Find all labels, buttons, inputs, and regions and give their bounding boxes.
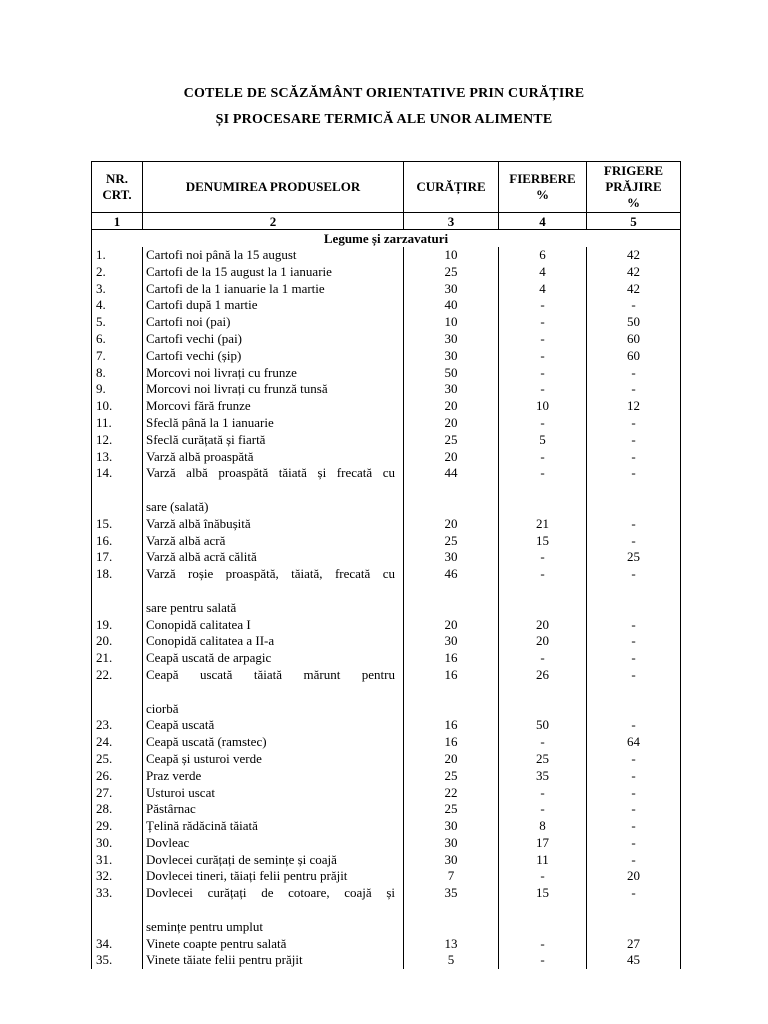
fierbere-value: - — [499, 952, 587, 969]
column-number: 3 — [404, 213, 499, 230]
frigere-value: - — [587, 449, 681, 466]
fierbere-value: - — [499, 566, 587, 616]
table-row — [92, 365, 681, 382]
column-number: 5 — [587, 213, 681, 230]
product-name-wrap — [146, 566, 395, 616]
row-number: 28. — [92, 801, 143, 818]
header-frigere-line-2: PRĂJIRE — [605, 179, 662, 194]
product-name: Varză albă proaspătă — [143, 449, 404, 466]
curatire-value: 30 — [404, 281, 499, 298]
row-number: 19. — [92, 617, 143, 634]
fierbere-value: - — [499, 465, 587, 515]
frigere-value: - — [587, 650, 681, 667]
fierbere-value: - — [499, 549, 587, 566]
fierbere-value: 35 — [499, 768, 587, 785]
product-name-wrap — [146, 667, 395, 717]
table-row — [92, 868, 681, 885]
product-name — [143, 566, 404, 616]
table-row — [92, 281, 681, 298]
row-number: 8. — [92, 365, 143, 382]
curatire-value: 30 — [404, 852, 499, 869]
fierbere-value: 5 — [499, 432, 587, 449]
row-number: 1. — [92, 247, 143, 264]
product-name: Dovlecei tineri, tăiați felii pentru prăjit — [143, 868, 404, 885]
row-number: 21. — [92, 650, 143, 667]
product-name: Ceapă uscată — [143, 717, 404, 734]
frigere-value: 64 — [587, 734, 681, 751]
fierbere-value: - — [499, 868, 587, 885]
product-name-line-2: sare (salată) — [146, 498, 209, 514]
product-name-line-2: sare pentru salată — [146, 599, 237, 615]
fierbere-value: 4 — [499, 264, 587, 281]
header-produs: DENUMIREA PRODUSELOR — [143, 162, 404, 213]
curatire-value: 30 — [404, 633, 499, 650]
table-row — [92, 381, 681, 398]
fierbere-value: - — [499, 801, 587, 818]
table-row — [92, 768, 681, 785]
curatire-value: 30 — [404, 818, 499, 835]
fierbere-value: 4 — [499, 281, 587, 298]
header-curatire: CURĂȚIRE — [404, 162, 499, 213]
product-name-line-1: Varză albă proaspătă tăiată și frecată cu — [146, 465, 395, 481]
product-name: Vinete tăiate felii pentru prăjit — [143, 952, 404, 969]
fierbere-value: 11 — [499, 852, 587, 869]
product-name: Cartofi de la 1 ianuarie la 1 martie — [143, 281, 404, 298]
row-number: 30. — [92, 835, 143, 852]
fierbere-value: 15 — [499, 885, 587, 935]
curatire-value: 25 — [404, 801, 499, 818]
curatire-value: 50 — [404, 365, 499, 382]
table-row — [92, 633, 681, 650]
frigere-value: - — [587, 801, 681, 818]
row-number: 9. — [92, 381, 143, 398]
row-number: 29. — [92, 818, 143, 835]
header-nr-line-2: CRT. — [102, 187, 132, 202]
fierbere-value: 21 — [499, 516, 587, 533]
product-name: Morcovi noi livrați cu frunze — [143, 365, 404, 382]
table-row — [92, 885, 681, 935]
row-number: 34. — [92, 936, 143, 953]
curatire-value: 30 — [404, 381, 499, 398]
product-name: Ceapă uscată de arpagic — [143, 650, 404, 667]
frigere-value: 42 — [587, 247, 681, 264]
table-row — [92, 667, 681, 717]
product-name-line-1: Dovlecei curățați de cotoare, coajă și — [146, 885, 395, 901]
fierbere-value: - — [499, 936, 587, 953]
curatire-value: 35 — [404, 885, 499, 935]
row-number: 17. — [92, 549, 143, 566]
curatire-value: 25 — [404, 264, 499, 281]
frigere-value: - — [587, 617, 681, 634]
fierbere-value: 6 — [499, 247, 587, 264]
header-fierbere — [499, 162, 587, 213]
row-number: 15. — [92, 516, 143, 533]
product-name: Conopidă calitatea I — [143, 617, 404, 634]
frigere-value: - — [587, 365, 681, 382]
row-number: 3. — [92, 281, 143, 298]
table-row — [92, 852, 681, 869]
product-name: Dovleac — [143, 835, 404, 852]
product-name: Dovlecei curățați de semințe și coajă — [143, 852, 404, 869]
fierbere-value: 25 — [499, 751, 587, 768]
product-name: Varză albă înăbușită — [143, 516, 404, 533]
curatire-value: 25 — [404, 768, 499, 785]
curatire-value: 20 — [404, 415, 499, 432]
row-number: 11. — [92, 415, 143, 432]
row-number: 20. — [92, 633, 143, 650]
frigere-value: 25 — [587, 549, 681, 566]
row-number: 33. — [92, 885, 143, 935]
product-name: Conopidă calitatea a II-a — [143, 633, 404, 650]
fierbere-value: - — [499, 449, 587, 466]
frigere-value: - — [587, 885, 681, 935]
fierbere-value: 20 — [499, 633, 587, 650]
curatire-value: 20 — [404, 617, 499, 634]
frigere-value: - — [587, 667, 681, 717]
frigere-value: - — [587, 852, 681, 869]
fierbere-value: - — [499, 415, 587, 432]
row-number: 22. — [92, 667, 143, 717]
curatire-value: 30 — [404, 835, 499, 852]
frigere-value: - — [587, 768, 681, 785]
section-title: Legume și zarzavaturi — [92, 230, 681, 248]
product-name-line-1: Ceapă uscată tăiată mărunt pentru — [146, 666, 395, 682]
curatire-value: 30 — [404, 331, 499, 348]
product-name — [143, 667, 404, 717]
table-row — [92, 818, 681, 835]
frigere-value: - — [587, 566, 681, 616]
fierbere-value: - — [499, 381, 587, 398]
row-number: 26. — [92, 768, 143, 785]
curatire-value: 44 — [404, 465, 499, 515]
losses-table — [91, 161, 681, 969]
column-number: 1 — [92, 213, 143, 230]
frigere-value: - — [587, 717, 681, 734]
table-row — [92, 432, 681, 449]
fierbere-value: - — [499, 650, 587, 667]
fierbere-value: 20 — [499, 617, 587, 634]
table-row — [92, 650, 681, 667]
row-number: 16. — [92, 533, 143, 550]
curatire-value: 30 — [404, 549, 499, 566]
table-row — [92, 734, 681, 751]
product-name — [143, 885, 404, 935]
product-name-wrap — [146, 885, 395, 935]
product-name-line-2: semințe pentru umplut — [146, 918, 263, 934]
product-name-line-2: ciorbă — [146, 700, 179, 716]
frigere-value: - — [587, 533, 681, 550]
frigere-value: - — [587, 751, 681, 768]
table-row — [92, 465, 681, 515]
table-header-row — [92, 162, 681, 213]
header-frigere — [587, 162, 681, 213]
product-name: Cartofi noi până la 15 august — [143, 247, 404, 264]
row-number: 5. — [92, 314, 143, 331]
row-number: 2. — [92, 264, 143, 281]
product-name: Vinete coapte pentru salată — [143, 936, 404, 953]
curatire-value: 10 — [404, 247, 499, 264]
frigere-value: - — [587, 415, 681, 432]
fierbere-value: 8 — [499, 818, 587, 835]
frigere-value: 42 — [587, 281, 681, 298]
document-title-line-1: COTELE DE SCĂZĂMÂNT ORIENTATIVE PRIN CURĂȚIRE — [183, 86, 585, 101]
row-number: 12. — [92, 432, 143, 449]
row-number: 27. — [92, 785, 143, 802]
frigere-value: - — [587, 432, 681, 449]
table-row — [92, 331, 681, 348]
frigere-value: - — [587, 785, 681, 802]
curatire-value: 25 — [404, 533, 499, 550]
fierbere-value: - — [499, 348, 587, 365]
frigere-value: 50 — [587, 314, 681, 331]
table-row — [92, 348, 681, 365]
table-row — [92, 247, 681, 264]
curatire-value: 16 — [404, 650, 499, 667]
column-number: 2 — [143, 213, 404, 230]
header-nr-line-1: NR. — [105, 171, 129, 186]
column-number: 4 — [499, 213, 587, 230]
table-body — [92, 247, 681, 969]
frigere-value: - — [587, 516, 681, 533]
table-row — [92, 801, 681, 818]
row-number: 32. — [92, 868, 143, 885]
fierbere-value: 17 — [499, 835, 587, 852]
curatire-value: 20 — [404, 398, 499, 415]
table-row — [92, 835, 681, 852]
table-row — [92, 398, 681, 415]
table-row — [92, 516, 681, 533]
frigere-value: 45 — [587, 952, 681, 969]
row-number: 18. — [92, 566, 143, 616]
product-name: Usturoi uscat — [143, 785, 404, 802]
header-fierbere-line-1: FIERBERE — [509, 171, 576, 186]
header-frigere-line-3: % — [627, 195, 640, 210]
product-name: Sfeclă până la 1 ianuarie — [143, 415, 404, 432]
product-name: Morcovi noi livrați cu frunză tunsă — [143, 381, 404, 398]
row-number: 24. — [92, 734, 143, 751]
table-row — [92, 549, 681, 566]
product-name — [143, 465, 404, 515]
curatire-value: 22 — [404, 785, 499, 802]
table-row — [92, 952, 681, 969]
fierbere-value: 26 — [499, 667, 587, 717]
frigere-value: - — [587, 465, 681, 515]
curatire-value: 25 — [404, 432, 499, 449]
table-row — [92, 936, 681, 953]
document-title-line-2: ȘI PROCESARE TERMICĂ ALE UNOR ALIMENTE — [215, 112, 553, 127]
table-row — [92, 415, 681, 432]
row-number: 23. — [92, 717, 143, 734]
product-name: Ceapă uscată (ramstec) — [143, 734, 404, 751]
frigere-value: 42 — [587, 264, 681, 281]
product-name-wrap — [146, 465, 395, 515]
row-number: 6. — [92, 331, 143, 348]
row-number: 7. — [92, 348, 143, 365]
frigere-value: - — [587, 633, 681, 650]
table-row — [92, 533, 681, 550]
product-name: Cartofi vechi (șip) — [143, 348, 404, 365]
frigere-value: 12 — [587, 398, 681, 415]
curatire-value: 20 — [404, 751, 499, 768]
product-name: Cartofi vechi (pai) — [143, 331, 404, 348]
product-name: Cartofi după 1 martie — [143, 297, 404, 314]
curatire-value: 40 — [404, 297, 499, 314]
row-number: 35. — [92, 952, 143, 969]
section-row — [92, 230, 681, 248]
product-name: Morcovi fără frunze — [143, 398, 404, 415]
product-name: Praz verde — [143, 768, 404, 785]
curatire-value: 10 — [404, 314, 499, 331]
table-row — [92, 566, 681, 616]
fierbere-value: - — [499, 331, 587, 348]
row-number: 31. — [92, 852, 143, 869]
product-name: Cartofi de la 15 august la 1 ianuarie — [143, 264, 404, 281]
curatire-value: 16 — [404, 717, 499, 734]
curatire-value: 20 — [404, 449, 499, 466]
row-number: 13. — [92, 449, 143, 466]
table-row — [92, 785, 681, 802]
table-row — [92, 449, 681, 466]
fierbere-value: - — [499, 365, 587, 382]
curatire-value: 46 — [404, 566, 499, 616]
table-row — [92, 617, 681, 634]
product-name: Varză albă acră călită — [143, 549, 404, 566]
table-row — [92, 751, 681, 768]
fierbere-value: 10 — [499, 398, 587, 415]
frigere-value: 60 — [587, 348, 681, 365]
product-name: Sfeclă curățată și fiartă — [143, 432, 404, 449]
fierbere-value: - — [499, 314, 587, 331]
fierbere-value: - — [499, 297, 587, 314]
curatire-value: 5 — [404, 952, 499, 969]
frigere-value: 27 — [587, 936, 681, 953]
table-row — [92, 717, 681, 734]
frigere-value: - — [587, 381, 681, 398]
frigere-value: - — [587, 835, 681, 852]
table-row — [92, 264, 681, 281]
curatire-value: 7 — [404, 868, 499, 885]
product-name: Varză albă acră — [143, 533, 404, 550]
frigere-value: - — [587, 297, 681, 314]
product-name: Țelină rădăcină tăiată — [143, 818, 404, 835]
curatire-value: 13 — [404, 936, 499, 953]
header-nr-crt — [92, 162, 143, 213]
fierbere-value: 50 — [499, 717, 587, 734]
product-name-line-1: Varză roșie proaspătă, tăiată, frecată cu — [146, 566, 395, 582]
table-row — [92, 297, 681, 314]
fierbere-value: 15 — [499, 533, 587, 550]
fierbere-value: - — [499, 734, 587, 751]
row-number: 14. — [92, 465, 143, 515]
frigere-value: 60 — [587, 331, 681, 348]
fierbere-value: - — [499, 785, 587, 802]
row-number: 4. — [92, 297, 143, 314]
frigere-value: - — [587, 818, 681, 835]
curatire-value: 16 — [404, 667, 499, 717]
column-number-row — [92, 213, 681, 230]
row-number: 10. — [92, 398, 143, 415]
header-fierbere-line-2: % — [536, 187, 549, 202]
product-name: Ceapă și usturoi verde — [143, 751, 404, 768]
header-frigere-line-1: FRIGERE — [603, 163, 664, 178]
curatire-value: 30 — [404, 348, 499, 365]
curatire-value: 20 — [404, 516, 499, 533]
row-number: 25. — [92, 751, 143, 768]
table-row — [92, 314, 681, 331]
product-name: Păstârnac — [143, 801, 404, 818]
curatire-value: 16 — [404, 734, 499, 751]
frigere-value: 20 — [587, 868, 681, 885]
product-name: Cartofi noi (pai) — [143, 314, 404, 331]
